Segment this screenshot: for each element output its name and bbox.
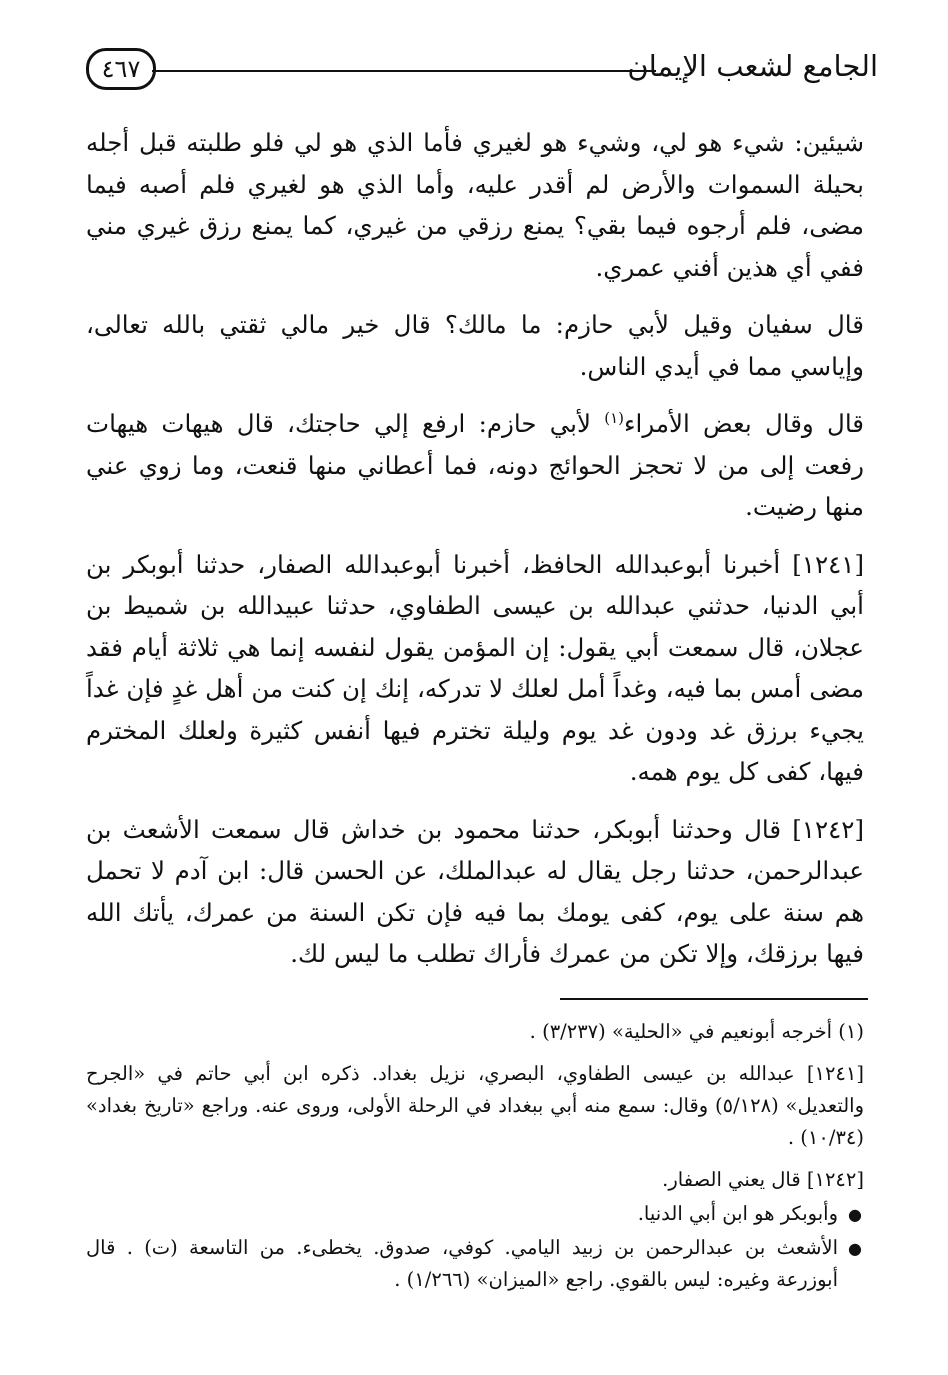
footnote-text: قال يعني الصفار. [662,1168,801,1191]
hadith-number: [١٢٤٢] [792,814,864,844]
hadith-number: [١٢٤١] [792,549,864,579]
footnote-number: [١٢٤١] [806,1062,864,1085]
bullet-dot-icon: ● [848,1205,862,1224]
footnote-bullet [86,1232,864,1296]
bullet-text: وأبوبكر هو ابن أبي الدنيا. [637,1202,838,1225]
footnote-1: (١) أخرجه أبونعيم في «الحلية» (٣/٢٣٧) . [529,1020,864,1043]
footnote-number: [١٢٤٢] [806,1168,864,1191]
hadith-1241 [86,544,864,793]
paragraph-with-footnote [86,403,864,528]
hadith-text: قال وحدثنا أبوبكر، حدثنا محمود بن خداش قال سمعت الأشعث بن عبدالرحمن، حدثنا رجل يقال له عبدالملك، عن الحسن قال: ابن آدم لا تحمل هم سنة على يوم، كفى يومك بما فيه فإن تكن السنة من عمرك، يأتك الله فيها برزقك، وإلا تكن من عمرك فأراك تطلب ما ليس لك. [86,814,864,968]
page-number-badge: ٤٦٧ [86,48,156,90]
bullet-text: الأشعث بن عبدالرحمن بن زبيد اليامي. كوفي، صدوق. يخطىء. من التاسعة (ت) . قال أبوزرعة وغيره: ليس بالقوي. راجع «الميزان» (١/٢٦٦) . [86,1236,838,1291]
paragraph: شيئين: شيء هو لي، وشيء هو لغيري فأما الذي هو لي فلو طلبته قبل أجله بحيلة السموات والأرض لم أقدر عليه، وأما الذي هو لغيري فلم أصبه فيما مضى، فلم أرجوه فيما بقي؟ يمنع رزقي من غيري، كما يمنع رزق غيري مني ففي أي هذين أفني عمري. [86,128,864,282]
paragraph-text: لأبي حازم: ارفع إلي حاجتك، قال هيهات هيهات رفعت إلى من لا تحجز الحوائج دونه، فما أعطاني منها قنعت، وما زوي عني منها رضيت. [86,409,864,521]
footnote-bullet [86,1198,864,1230]
running-title: الجامع لشعب الإيمان [627,49,878,83]
footnote-1241 [86,1058,864,1154]
hadith-1242 [86,809,864,975]
page-header [86,40,878,104]
footnotes [86,1016,864,1298]
paragraph-text: قال وقال بعض الأمراء [624,409,864,438]
footnote-separator [560,998,868,1000]
paragraph: قال سفيان وقيل لأبي حازم: ما مالك؟ قال خير مالي ثقتي بالله تعالى، وإياسي مما في أيدي الناس. [86,310,864,381]
hadith-text: أخبرنا أبوعبدالله الحافظ، أخبرنا أبوعبدالله الصفار، حدثنا أبوبكر بن أبي الدنيا، حدثني عبدالله بن عيسى الطفاوي، حدثنا عبيدالله بن شميط بن عجلان، قال سمعت أبي يقول: إن المؤمن يقول لنفسه إنما هي ثلاثة أيام فقد مضى أمس بما فيه، وغداً أمل لعلك لا تدركه، إنك إن كنت من أهل غدٍ فإن غداً يجيء برزق غد ودون غد يوم وليلة تخترم فيها أنفس كثيرة ولعلك المخترم فيها، كفى كل يوم همه. [86,549,864,786]
footnote-text: عبدالله بن عيسى الطفاوي، البصري، نزيل بغداد. ذكره ابن أبي حاتم في «الجرح والتعديل» (٥/١٢٨) وقال: سمع منه أبي ببغداد في الرحلة الأولى، وروى عنه. وراجع «تاريخ بغداد» (١٠/٣٤) . [86,1062,864,1149]
header-rule [152,70,656,72]
main-text [86,122,864,991]
footnote-1242 [86,1164,864,1196]
bullet-dot-icon: ● [848,1239,862,1258]
footnote-reference: (١) [604,408,625,427]
